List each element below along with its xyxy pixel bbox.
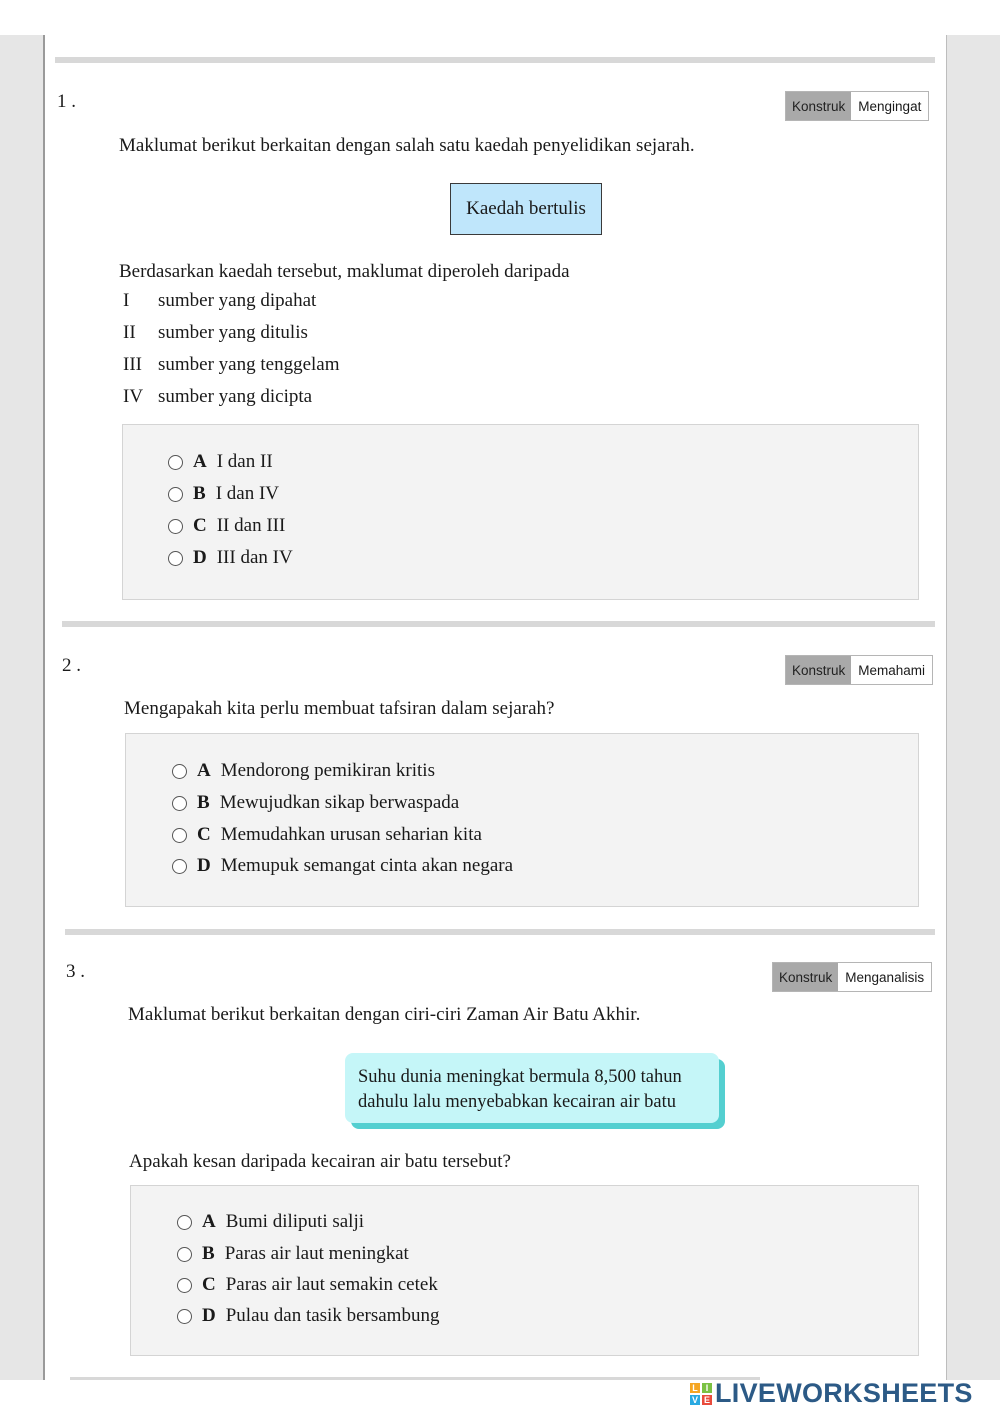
construct-tag bbox=[785, 91, 929, 121]
question-number: 3 . bbox=[66, 961, 85, 982]
option-letter: A bbox=[202, 1211, 216, 1232]
option-text: Bumi diliputi salji bbox=[225, 1211, 365, 1232]
page-border-left bbox=[43, 35, 45, 1380]
question-divider bbox=[62, 621, 935, 627]
option-text: I dan II bbox=[216, 451, 273, 472]
construct-tag bbox=[785, 655, 933, 685]
statement-item bbox=[123, 381, 340, 413]
logo-cell: E bbox=[703, 1394, 710, 1405]
statement-numeral: IV bbox=[123, 386, 144, 407]
option-text: Memupuk semangat cinta akan negara bbox=[220, 855, 514, 876]
info-bubble-line: dahulu lalu menyebabkan kecairan air batu bbox=[358, 1092, 676, 1112]
question-stem: Maklumat berikut berkaitan dengan salah satu kaedah penyelidikan sejarah. bbox=[119, 135, 695, 156]
question-number: 2 . bbox=[62, 655, 81, 676]
logo-cell: V bbox=[691, 1394, 698, 1405]
statement-text: sumber yang ditulis bbox=[158, 322, 308, 343]
construct-tag bbox=[772, 962, 932, 992]
statement-text: sumber yang dipahat bbox=[158, 290, 317, 311]
statement-numeral: I bbox=[123, 290, 130, 311]
option-letter: B bbox=[197, 792, 210, 813]
option-letter: C bbox=[202, 1274, 216, 1295]
answer-option-d[interactable] bbox=[172, 855, 513, 877]
liveworksheets-logo bbox=[690, 1378, 973, 1409]
question-prompt: Apakah kesan daripada kecairan air batu tersebut? bbox=[129, 1151, 511, 1172]
question-number: 1 . bbox=[57, 91, 76, 112]
answer-option-c[interactable] bbox=[168, 515, 285, 537]
option-letter: B bbox=[193, 483, 206, 504]
option-letter: D bbox=[202, 1305, 216, 1326]
radio-button[interactable] bbox=[168, 551, 183, 566]
statement-item bbox=[123, 285, 340, 317]
logo-cell: L bbox=[690, 1383, 700, 1393]
construct-level: Mengingat bbox=[851, 92, 928, 120]
question-stem: Maklumat berikut berkaitan dengan ciri-ciri Zaman Air Batu Akhir. bbox=[128, 1004, 641, 1025]
radio-button[interactable] bbox=[177, 1278, 192, 1293]
answer-option-c[interactable] bbox=[172, 824, 482, 846]
statement-numeral: III bbox=[123, 354, 142, 375]
option-text: Paras air laut semakin cetek bbox=[225, 1274, 438, 1295]
radio-button[interactable] bbox=[177, 1247, 192, 1262]
construct-level: Memahami bbox=[851, 656, 932, 684]
logo-grid-icon bbox=[690, 1383, 712, 1405]
page-border-right bbox=[946, 35, 947, 1380]
radio-button[interactable] bbox=[172, 859, 187, 874]
question-divider bbox=[55, 57, 935, 63]
answer-option-a[interactable] bbox=[172, 760, 435, 782]
answer-option-a[interactable] bbox=[177, 1211, 364, 1233]
construct-level: Menganalisis bbox=[838, 963, 931, 991]
statement-numeral: II bbox=[123, 322, 136, 343]
option-text: Mendorong pemikiran kritis bbox=[220, 760, 435, 781]
radio-button[interactable] bbox=[168, 519, 183, 534]
radio-button[interactable] bbox=[177, 1215, 192, 1230]
option-text: III dan IV bbox=[216, 547, 293, 568]
option-text: II dan III bbox=[216, 515, 286, 536]
construct-key: Konstruk bbox=[773, 963, 838, 991]
question-divider bbox=[65, 929, 935, 935]
option-letter: A bbox=[197, 760, 211, 781]
info-bubble-line: Suhu dunia meningkat bermula 8,500 tahun bbox=[358, 1067, 682, 1087]
statement-text: sumber yang dicipta bbox=[158, 386, 313, 407]
left-margin bbox=[0, 35, 43, 1380]
answer-option-b[interactable] bbox=[168, 483, 279, 505]
radio-button[interactable] bbox=[168, 487, 183, 502]
right-margin bbox=[947, 35, 1000, 1380]
answer-option-a[interactable] bbox=[168, 451, 273, 473]
logo-text: LIVEWORKSHEETS bbox=[715, 1378, 973, 1408]
radio-button[interactable] bbox=[172, 764, 187, 779]
option-text: Paras air laut meningkat bbox=[224, 1243, 409, 1264]
statement-item bbox=[123, 317, 340, 349]
radio-button[interactable] bbox=[168, 455, 183, 470]
question-prompt: Berdasarkan kaedah tersebut, maklumat diperoleh daripada bbox=[119, 261, 570, 282]
answer-option-b[interactable] bbox=[177, 1243, 409, 1265]
statement-text: sumber yang tenggelam bbox=[158, 354, 340, 375]
option-text: Mewujudkan sikap berwaspada bbox=[219, 792, 460, 813]
question-divider bbox=[70, 1377, 760, 1380]
option-text: I dan IV bbox=[215, 483, 279, 504]
statement-list bbox=[123, 285, 340, 413]
option-letter: C bbox=[193, 515, 207, 536]
logo-cell: I bbox=[702, 1383, 712, 1393]
option-letter: D bbox=[193, 547, 207, 568]
option-letter: B bbox=[202, 1243, 215, 1264]
statement-item bbox=[123, 349, 340, 381]
option-text: Memudahkan urusan seharian kita bbox=[220, 824, 482, 845]
radio-button[interactable] bbox=[177, 1309, 192, 1324]
radio-button[interactable] bbox=[172, 828, 187, 843]
option-text: Pulau dan tasik bersambung bbox=[225, 1305, 440, 1326]
answer-option-b[interactable] bbox=[172, 792, 459, 814]
answer-option-d[interactable] bbox=[168, 547, 293, 569]
answer-option-c[interactable] bbox=[177, 1274, 438, 1296]
info-box: Kaedah bertulis bbox=[450, 183, 602, 235]
construct-key: Konstruk bbox=[786, 92, 851, 120]
option-letter: A bbox=[193, 451, 207, 472]
option-letter: D bbox=[197, 855, 211, 876]
option-letter: C bbox=[197, 824, 211, 845]
info-bubble bbox=[345, 1053, 719, 1123]
construct-key: Konstruk bbox=[786, 656, 851, 684]
answer-option-d[interactable] bbox=[177, 1305, 439, 1327]
question-stem: Mengapakah kita perlu membuat tafsiran dalam sejarah? bbox=[124, 698, 555, 719]
radio-button[interactable] bbox=[172, 796, 187, 811]
